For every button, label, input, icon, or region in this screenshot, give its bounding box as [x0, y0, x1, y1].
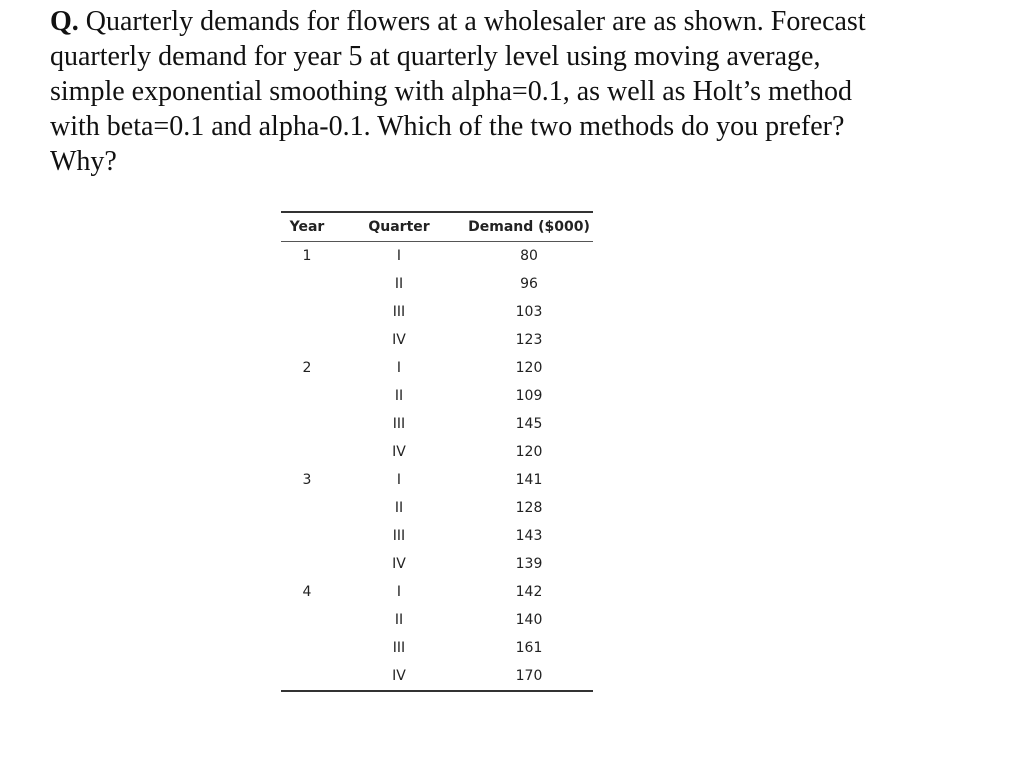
cell-year: [281, 606, 333, 634]
table-row: [281, 242, 593, 271]
cell-quarter: II: [394, 388, 404, 404]
cell-year: 4: [302, 584, 312, 600]
question-line-3: simple exponential smoothing with alpha=0.1, as well as Holt’s method: [50, 76, 853, 107]
table-row: [281, 494, 593, 522]
cell-year: [281, 494, 333, 522]
question-line-5: Why?: [50, 146, 117, 177]
question-line-1-text: Quarterly demands for flowers at a wholesaler are as shown. Forecast: [78, 6, 866, 37]
cell-year: [281, 550, 333, 578]
table-row: [281, 438, 593, 466]
cell-demand: 123: [515, 332, 543, 348]
cell-quarter: II: [394, 276, 404, 292]
table-row: [281, 522, 593, 550]
demand-table: [281, 211, 593, 692]
table-row: [281, 606, 593, 634]
cell-quarter: I: [396, 584, 402, 600]
cell-demand: 96: [520, 276, 538, 292]
question-label: Q.: [50, 6, 79, 37]
cell-demand: 161: [515, 640, 543, 656]
cell-demand: 109: [515, 388, 543, 404]
question-line-2: quarterly demand for year 5 at quarterly level using moving average,: [50, 41, 821, 72]
cell-year: [281, 326, 333, 354]
cell-year: 2: [302, 360, 312, 376]
cell-demand: 128: [515, 500, 543, 516]
cell-quarter: III: [392, 528, 406, 544]
cell-quarter: IV: [392, 332, 406, 348]
table-row: [281, 634, 593, 662]
question-text: [50, 4, 980, 179]
cell-demand: 139: [515, 556, 543, 572]
cell-demand: 140: [515, 612, 543, 628]
cell-quarter: III: [392, 640, 406, 656]
cell-year: [281, 270, 333, 298]
cell-demand: 142: [515, 584, 543, 600]
table-row: [281, 326, 593, 354]
cell-demand: 145: [515, 416, 543, 432]
cell-quarter: IV: [392, 444, 406, 460]
cell-year: [281, 662, 333, 691]
cell-demand: 143: [515, 528, 543, 544]
cell-demand: 120: [515, 444, 543, 460]
cell-year: [281, 438, 333, 466]
cell-year: [281, 522, 333, 550]
table-row: [281, 298, 593, 326]
cell-demand: 80: [520, 248, 538, 264]
cell-year: [281, 410, 333, 438]
table-row: [281, 466, 593, 494]
header-year: Year: [281, 212, 333, 242]
table-row: [281, 382, 593, 410]
cell-quarter: II: [394, 500, 404, 516]
table-row: [281, 270, 593, 298]
cell-demand: 141: [515, 472, 543, 488]
cell-year: 3: [302, 472, 312, 488]
table-row: [281, 410, 593, 438]
header-quarter: Quarter: [333, 212, 465, 242]
cell-quarter: III: [392, 304, 406, 320]
cell-quarter: IV: [392, 556, 406, 572]
question-line-4: with beta=0.1 and alpha-0.1. Which of the two methods do you prefer?: [50, 111, 845, 142]
cell-demand: 120: [515, 360, 543, 376]
table-row: [281, 662, 593, 691]
cell-year: [281, 298, 333, 326]
table-header-row: [281, 212, 593, 242]
table-row: [281, 578, 593, 606]
table-body: [281, 242, 593, 692]
table-row: [281, 550, 593, 578]
cell-year: 1: [302, 248, 312, 264]
cell-quarter: III: [392, 416, 406, 432]
cell-quarter: I: [396, 248, 402, 264]
demand-table-container: [281, 211, 593, 692]
cell-demand: 103: [515, 304, 543, 320]
table-row: [281, 354, 593, 382]
cell-year: [281, 634, 333, 662]
question-line-1: [50, 4, 980, 39]
header-demand: Demand ($000): [465, 212, 593, 242]
cell-quarter: IV: [392, 668, 406, 684]
cell-demand: 170: [515, 668, 543, 684]
cell-year: [281, 382, 333, 410]
cell-quarter: I: [396, 472, 402, 488]
cell-quarter: II: [394, 612, 404, 628]
cell-quarter: I: [396, 360, 402, 376]
